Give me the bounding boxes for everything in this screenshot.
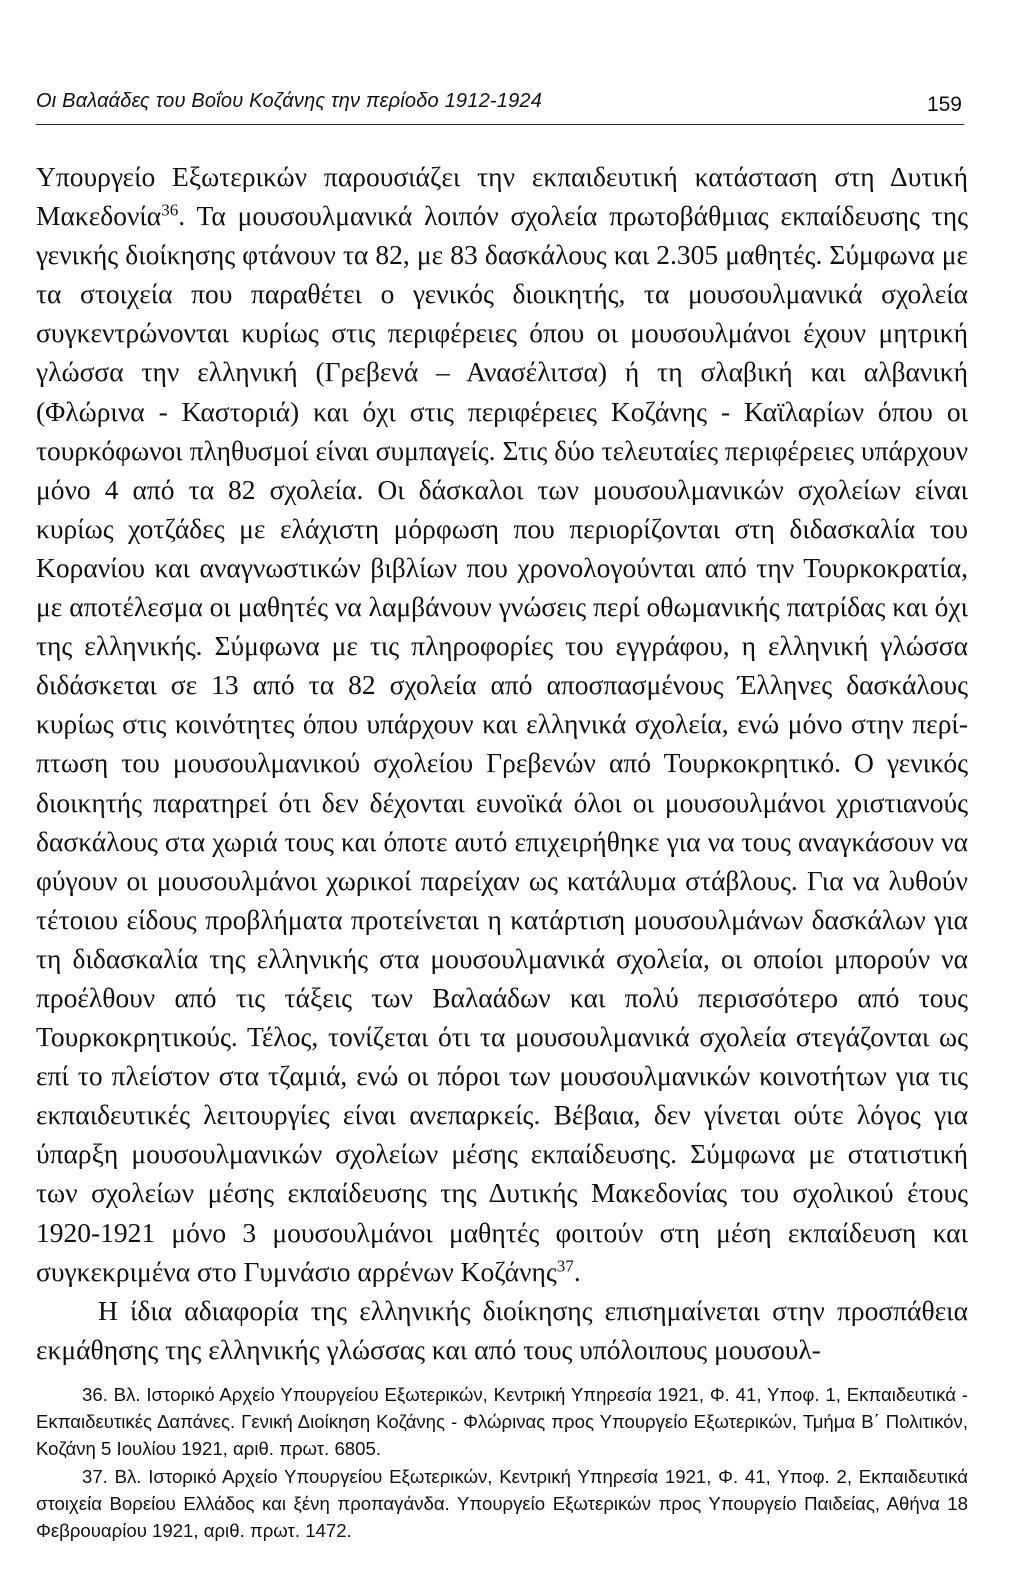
main-text [36, 157, 968, 1369]
page-number: 159 [926, 93, 962, 116]
paragraph-1-text-b: . Τα μουσουλμανικά λοιπόν σχολεία πρωτοβάθμιας εκπαίδευσης της γενικής διοίκησης φτάνουν τα 82, με 83 δασκάλους και 2.305 μαθητές. Σύμφωνα με τα στοιχεία που παραθέτει ο γενικός διοικητής, τα μουσουλμανικά σχολεία συγκεντρώνονται κυρίως στις περιφέρειες όπου οι μουσουλμάνοι έχουν μητρική γλώσσα την ελληνική (Γρεβενά – Ανασέλιτσα) ή τη σλαβική και αλβανική (Φλώρινα - Καστοριά) και όχι στις περιφέρειες Κοζάνης - Καϊλαρίων όπου οι τουρκόφωνοι πληθυσμοί είναι συμπαγείς. Στις δύο τελευταίες περιφέρειες υπάρχουν μόνο 4 από τα 82 σχολεία. Οι δάσκαλοι των μουσουλμανικών σχολείων είναι κυρίως χοτζάδες με ελάχιστη μόρφωση που περιορίζονται στη διδασκαλία του Κορανίου και αναγνωστικών βιβλίων που χρονολογούνται από την Τουρκοκρατία, με αποτέλεσμα οι μαθητές να λαμβάνουν γνώσεις περί οθωμανικής πατρίδας και όχι της ελληνικής. Σύμφωνα με τις πληροφορίες του εγγράφου, η ελληνική γλώσσα διδάσκεται σε 13 από τα 82 σχολεία από αποσπασμένους Έλληνες δασκάλους κυρίως στις κοινότητες όπου υπάρχουν και ελληνικά σχολεία, ενώ μόνο στην περίπτωση του μουσουλμανικού σχολείου Γρεβενών από Τουρκοκρητικό. Ο γενικός διοικητής παρατηρεί ότι δεν δέχονται ευνοϊκά όλοι οι μουσουλμάνοι χριστιανούς δασκάλους στα χωριά τους και όποτε αυτό επιχειρήθηκε για να τους αναγκάσουν να φύγουν οι μουσουλμάνοι χωρικοί παρείχαν ως κατάλυμα στάβλους. Για να λυθούν τέτοιου είδους προβλήματα προτείνεται η κατάρτιση μουσουλμάνων δασκάλων για τη διδασκαλία της ελληνικής στα μουσουλμανικά σχολεία, οι οποίοι μπορούν να προέλθουν από τις τάξεις των Βαλαάδων και πολύ περισσότερο από τους Τουρκοκρητικούς. Τέλος, τονίζεται ότι τα μουσουλμανικά σχολεία στεγάζονται ως επί το πλείστον στα τζαμιά, ενώ οι πόροι των μουσουλμανικών κοινοτήτων για τις εκπαιδευτικές λειτουργίες είναι ανεπαρκείς. Βέβαια, δεν γίνεται ούτε λόγος για ύπαρξη μουσουλμανικών σχολείων μέσης εκπαίδευσης. Σύμφωνα με στατιστική των σχολείων μέσης εκπαίδευσης της Δυτικής Μακεδονίας του σχολικού έτους 1920-1921 μόνο 3 μουσουλμάνοι μαθητές φοιτούν στη μέση εκπαίδευση και συγκεκριμένα στο Γυμνάσιο αρρένων Κοζάνης [36, 200, 968, 1287]
paragraph-2: Η ίδια αδιαφορία της ελληνικής διοίκησης επισημαίνεται στην προσπάθεια εκμάθησης της ελληνικής γλώσσας και από τους υπόλοιπους μουσουλ- [36, 1294, 968, 1365]
footnote-36: 36. Βλ. Ιστορικό Αρχείο Υπουργείου Εξωτερικών, Κεντρική Υπηρεσία 1921, Φ. 41, Υποφ. 1, Εκπαιδευτικά - Εκπαιδευτικές Δαπάνες. Γενική Διοίκηση Κοζάνης - Φλώρινας προς Υπουργείο Εξωτερικών, Τμήμα Β΄ Πολιτικόν, Κοζάνη 5 Ιουλίου 1921, αριθ. πρωτ. 6805. [36, 1384, 968, 1460]
footnote-ref-37: 37 [556, 1256, 574, 1276]
footnote-ref-36: 36 [161, 200, 179, 220]
paragraph-1-text-c: . [573, 1255, 581, 1287]
paragraph-1 [36, 157, 968, 1291]
running-title: Οι Βαλαάδες του Βοΐου Κοζάνης την περίοδο 1912-1924 [36, 90, 543, 112]
page-header [36, 90, 964, 125]
paragraph-1-text-a: Υπουργείο Εξωτερικών παρουσιάζει την εκπαιδευτική κατάσταση στη Δυτική Μακεδονία [36, 161, 968, 232]
footnotes [36, 1381, 968, 1544]
footnote-37: 37. Βλ. Ιστορικό Αρχείο Υπουργείου Εξωτερικών, Κεντρική Υπηρεσία 1921, Φ. 41, Υποφ. 2, Εκπαιδευτικά στοιχεία Βορείου Ελλάδος και ξένη προπαγάνδα. Υπουργείο Εξωτερικών προς Υπουργείο Παιδείας, Αθήνα 18 Φεβρουαρίου 1921, αριθ. πρωτ. 1472. [36, 1465, 968, 1542]
